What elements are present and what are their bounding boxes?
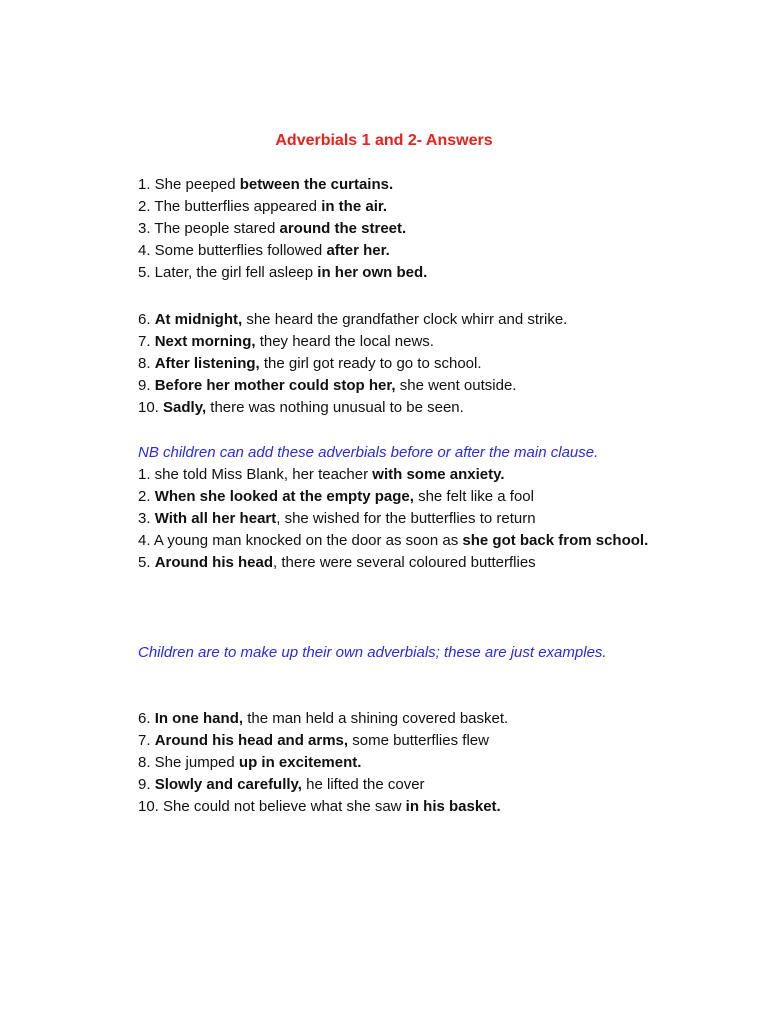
answer-line: 10. She could not believe what she saw in his basket. — [138, 798, 501, 815]
answer-line: 1. she told Miss Blank, her teacher with some anxiety. — [138, 466, 505, 483]
answer-line: 4. Some butterflies followed after her. — [138, 242, 390, 259]
adverbial-bold: with some anxiety. — [372, 466, 505, 483]
answer-line: 7. Next morning, they heard the local news. — [138, 333, 434, 350]
adverbial-bold: after her. — [326, 242, 390, 259]
adverbial-bold: in her own bed. — [317, 264, 428, 281]
answer-line: 5. Around his head, there were several coloured butterflies — [138, 554, 536, 571]
adverbial-bold: Next morning, — [154, 333, 256, 350]
answer-line: 3. With all her heart, she wished for the butterflies to return — [138, 510, 536, 527]
teacher-note-2: Children are to make up their own adverbials; these are just examples. — [138, 644, 607, 661]
answer-line: 6. At midnight, she heard the grandfather clock whirr and strike. — [138, 311, 568, 328]
answers-block-4 — [138, 708, 698, 818]
answer-line: 2. The butterflies appeared in the air. — [138, 198, 388, 215]
adverbial-bold: around the street. — [279, 220, 407, 237]
answer-line: 1. She peeped between the curtains. — [138, 176, 394, 193]
answers-block-1 — [138, 174, 698, 284]
adverbial-bold: in the air. — [321, 198, 388, 215]
adverbial-bold: At midnight, — [154, 311, 243, 328]
answer-line: 2. When she looked at the empty page, she felt like a fool — [138, 488, 534, 505]
answers-block-2 — [138, 309, 698, 419]
adverbial-bold: in his basket. — [405, 798, 501, 815]
adverbial-bold: After listening, — [154, 355, 260, 372]
adverbial-bold: In one hand, — [154, 710, 244, 727]
answers-block-3 — [138, 464, 698, 574]
answer-line: 9. Before her mother could stop her, she went outside. — [138, 377, 517, 394]
adverbial-bold: she got back from school. — [462, 532, 649, 549]
adverbial-bold: Before her mother could stop her, — [154, 377, 396, 394]
adverbial-bold: up in excitement. — [238, 754, 362, 771]
teacher-note-1: NB children can add these adverbials before or after the main clause. — [138, 444, 599, 461]
answer-line: 7. Around his head and arms, some butterflies flew — [138, 732, 489, 749]
adverbial-bold: With all her heart — [154, 510, 277, 527]
page-title: Adverbials 1 and 2- Answers — [275, 132, 493, 149]
adverbial-bold: Slowly and carefully, — [154, 776, 302, 793]
adverbial-bold: When she looked at the empty page, — [154, 488, 414, 505]
adverbial-bold: Sadly, — [163, 399, 207, 416]
answer-line: 3. The people stared around the street. — [138, 220, 407, 237]
answer-line: 8. She jumped up in excitement. — [138, 754, 362, 771]
answer-line: 4. A young man knocked on the door as soon as she got back from school. — [138, 532, 649, 549]
answer-line: 10. Sadly, there was nothing unusual to be seen. — [138, 399, 464, 416]
answer-line: 9. Slowly and carefully, he lifted the cover — [138, 776, 425, 793]
adverbial-bold: Around his head and arms, — [154, 732, 349, 749]
adverbial-bold: Around his head — [154, 554, 274, 571]
answer-line: 8. After listening, the girl got ready to go to school. — [138, 355, 482, 372]
answer-line: 6. In one hand, the man held a shining covered basket. — [138, 710, 509, 727]
answer-line: 5. Later, the girl fell asleep in her own bed. — [138, 264, 428, 281]
adverbial-bold: between the curtains. — [239, 176, 394, 193]
